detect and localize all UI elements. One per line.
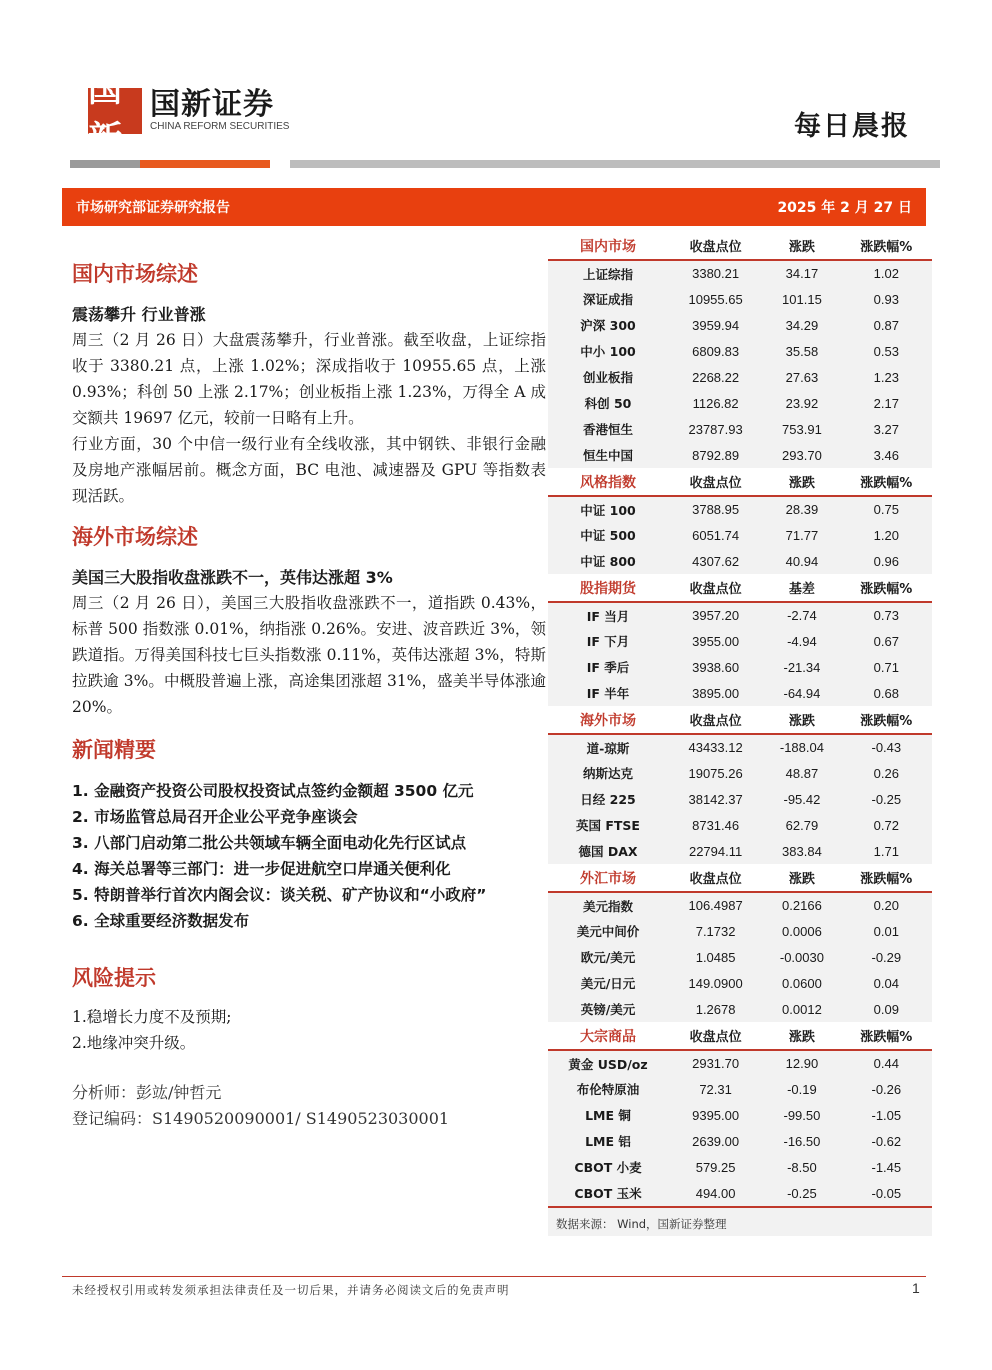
table-cell: 62.79: [785, 817, 819, 833]
table-row: [548, 364, 932, 390]
table-row-label: 美元/日元: [580, 976, 636, 991]
table-cell: 149.0900: [688, 975, 743, 991]
table-cell: 0.2166: [782, 898, 822, 913]
table-cell: 0.87: [873, 317, 899, 333]
domestic-paragraph-2: 行业方面，30 个中信一级行业有全线收涨，其中钢铁、非银行金融及房地产涨幅居前。概念方面，BC 电池、减速器及 GPU 等指数表现活跃。: [72, 435, 546, 505]
table-row: [548, 1076, 932, 1102]
news-item: 3. 八部门启动第二批公共领域车辆全面电动化先行区试点: [72, 834, 467, 852]
table-cell: 0.71: [873, 659, 899, 675]
table-section-header: [548, 1022, 932, 1050]
table-row-label: IF 半年: [586, 686, 630, 701]
table-row-label: 创业板指: [582, 370, 633, 385]
table-row-label: 上证综指: [582, 266, 633, 282]
table-category-label: 海外市场: [548, 706, 668, 734]
table-cell: 34.17: [785, 266, 819, 281]
table-category-label: 国内市场: [548, 232, 668, 260]
table-row-label: 科创 50: [584, 396, 632, 411]
table-row: [548, 760, 932, 786]
table-category-label: 股指期货: [548, 574, 668, 602]
table-cell: 0.20: [873, 898, 899, 913]
table-row: [548, 442, 932, 468]
table-cell: 3.46: [873, 447, 899, 463]
table-cell: -8.50: [787, 1159, 817, 1175]
table-cell: 0.26: [873, 765, 899, 781]
table-cell: 8731.46: [692, 817, 740, 833]
table-row: [548, 838, 932, 864]
table-cell: -0.62: [871, 1133, 902, 1149]
table-row: [548, 786, 932, 812]
table-column-header: 收盘点位: [668, 468, 763, 496]
table-cell: -1.45: [871, 1159, 902, 1175]
news-item: 4. 海关总署等三部门：进一步促进航空口岸通关便利化: [72, 860, 451, 878]
table-row: [548, 602, 932, 628]
table-cell: 3895.00: [692, 685, 740, 701]
table-row-label: 美元中间价: [576, 924, 640, 939]
table-row: [548, 734, 932, 760]
table-cell: 2.17: [873, 395, 899, 411]
table-row: [548, 812, 932, 838]
table-cell: 72.31: [699, 1081, 732, 1097]
table-cell: 3.27: [873, 421, 899, 437]
table-cell: 0.75: [873, 502, 899, 517]
table-row-label: 香港恒生: [582, 422, 633, 437]
table-row: [548, 680, 932, 706]
table-cell: -0.0030: [779, 949, 824, 965]
table-cell: 19075.26: [688, 765, 743, 781]
table-cell: 383.84: [782, 843, 822, 859]
news-item: 1. 金融资产投资公司股权投资试点签约金额超 3500 亿元: [72, 782, 474, 800]
table-row-label: LME 铝: [585, 1134, 631, 1149]
market-table: [548, 232, 932, 1206]
page-number: 1: [912, 1280, 920, 1296]
table-cell: 34.29: [785, 317, 819, 333]
table-row: [548, 260, 932, 286]
table-cell: -16.50: [783, 1133, 821, 1149]
table-column-header: 收盘点位: [668, 574, 763, 602]
table-cell: 0.0012: [782, 1001, 822, 1017]
table-cell: 3955.00: [692, 633, 740, 649]
table-row: [548, 1154, 932, 1180]
overseas-subtitle: 美国三大股指收盘涨跌不一，英伟达涨超 3%: [72, 568, 393, 587]
table-column-header: 涨跌幅%: [841, 1022, 932, 1050]
table-cell: -2.74: [787, 608, 817, 623]
table-cell: 12.90: [785, 1056, 819, 1071]
table-row-label: 道-琼斯: [586, 740, 630, 756]
table-section-header: [548, 864, 932, 892]
table-cell: 1.20: [873, 527, 899, 543]
table-cell: 0.68: [873, 685, 899, 701]
table-row: [548, 338, 932, 364]
table-cell: 1.23: [873, 369, 899, 385]
table-cell: -0.43: [871, 740, 902, 755]
table-cell: 71.77: [785, 527, 819, 543]
table-cell: 0.0600: [782, 975, 822, 991]
table-row: [548, 312, 932, 338]
table-row-label: IF 下月: [586, 634, 630, 649]
logo-english-name: CHINA REFORM SECURITIES: [150, 121, 290, 132]
overseas-paragraph-1: 周三（2 月 26 日），美国三大股指收盘涨跌不一，道指跌 0.43%，标普 500 指数涨 0.01%，纳指涨 0.26%。安进、波音跌近 3%，领跌道指。万得美国科技七巨头指数涨 0.11%，英伟达涨超 3%，特斯拉跌逾 3%。中概股普遍上涨，高途集团涨超 31%，盛美半导体涨逾 20%。: [72, 594, 546, 716]
news-item: 5. 特朗普举行首次内阁会议：谈关税、矿产协议和“小政府”: [72, 886, 487, 904]
table-cell: -21.34: [783, 659, 821, 675]
logo-mark: 国新: [88, 88, 142, 134]
table-cell: 3959.94: [692, 317, 740, 333]
risk-section-title: 风险提示: [72, 965, 156, 990]
table-cell: 2639.00: [692, 1133, 740, 1149]
table-cell: 0.04: [873, 975, 899, 991]
table-row-label: 日经 225: [580, 792, 636, 807]
table-row: [548, 892, 932, 918]
table-section-header: [548, 574, 932, 602]
table-section-header: [548, 232, 932, 260]
analyst-names: 分析师：彭竑/钟哲元: [72, 1083, 222, 1102]
header-divider-bar: [290, 160, 940, 168]
logo-text: [150, 89, 289, 133]
table-cell: -64.94: [783, 685, 821, 701]
footer-divider: [62, 1276, 926, 1277]
table-cell: 3788.95: [692, 502, 740, 517]
table-column-header: 涨跌幅%: [841, 706, 932, 734]
table-row-label: IF 季后: [586, 660, 630, 675]
analyst-registration: 登记编码：S1490520090001/ S1490523030001: [72, 1109, 450, 1128]
table-cell: 2931.70: [692, 1056, 740, 1071]
table-row: [548, 496, 932, 522]
table-row: [548, 918, 932, 944]
table-cell: 3380.21: [692, 266, 740, 281]
table-cell: 28.39: [785, 502, 819, 517]
table-row: [548, 970, 932, 996]
table-column-header: 收盘点位: [668, 232, 763, 260]
table-cell: -4.94: [787, 633, 817, 649]
table-row: [548, 996, 932, 1022]
table-cell: -0.25: [787, 1185, 817, 1201]
table-cell: 0.53: [873, 343, 899, 359]
table-cell: 3957.20: [692, 608, 740, 623]
logo-chinese-name: 国新证券: [150, 87, 274, 122]
table-column-header: 收盘点位: [668, 864, 763, 892]
market-data-tables: [548, 232, 932, 1236]
table-column-header: 涨跌: [763, 706, 840, 734]
table-cell: 0.44: [873, 1056, 899, 1071]
table-row: [548, 548, 932, 574]
table-cell: -1.05: [871, 1107, 902, 1123]
table-cell: 0.09: [873, 1001, 899, 1017]
table-column-header: 涨跌: [763, 864, 840, 892]
table-cell: 753.91: [782, 421, 822, 437]
table-row-label: 深证成指: [582, 292, 633, 307]
table-row-label: 沪深 300: [580, 318, 636, 333]
table-row-label: 欧元/美元: [580, 950, 636, 965]
table-cell: 4307.62: [692, 553, 740, 569]
table-cell: -0.05: [871, 1185, 902, 1201]
table-cell: 1.0485: [695, 949, 736, 965]
table-cell: -99.50: [783, 1107, 821, 1123]
table-cell: 0.93: [873, 291, 899, 307]
table-cell: 0.67: [873, 633, 899, 649]
report-banner: [62, 188, 926, 226]
table-row: [548, 1180, 932, 1206]
table-row-label: 美元指数: [582, 898, 633, 914]
table-row-label: 恒生中国: [582, 448, 633, 463]
table-cell: -0.25: [871, 791, 902, 807]
table-cell: 0.01: [873, 923, 899, 939]
table-row: [548, 1128, 932, 1154]
table-row: [548, 654, 932, 680]
banner-department: 市场研究部证券研究报告: [76, 200, 230, 216]
table-cell: 6809.83: [692, 343, 740, 359]
table-row-label: 中证 500: [580, 528, 636, 543]
table-cell: 22794.11: [688, 843, 743, 859]
table-row-label: 纳斯达克: [582, 766, 633, 781]
risk-list: [72, 1004, 546, 1056]
table-cell: -95.42: [783, 791, 821, 807]
table-cell: 27.63: [785, 369, 819, 385]
domestic-paragraph-1: 周三（2 月 26 日）大盘震荡攀升，行业普涨。截至收盘，上证综指收于 3380.21 点，上涨 1.02%；深成指收于 10955.65 点，上涨 0.93%；科创 50 上涨 2.17%；创业板指上涨 1.23%，万得全 A 成交额共 19697 亿元，较前一日略有上升。: [72, 331, 546, 427]
table-column-header: 涨跌: [763, 468, 840, 496]
table-cell: 6051.74: [692, 527, 740, 543]
table-column-header: 收盘点位: [668, 706, 763, 734]
table-cell: 23787.93: [688, 421, 743, 437]
table-cell: 43433.12: [688, 740, 743, 755]
domestic-subtitle: 震荡攀升 行业普涨: [72, 305, 206, 324]
table-column-header: 涨跌幅%: [841, 574, 932, 602]
table-cell: 38142.37: [688, 791, 743, 807]
table-row-label: 英国 FTSE: [576, 818, 640, 833]
company-logo: [88, 70, 290, 159]
table-cell: 0.73: [873, 608, 899, 623]
table-column-header: 涨跌幅%: [841, 232, 932, 260]
table-cell: 40.94: [785, 553, 819, 569]
table-row: [548, 1102, 932, 1128]
main-text-column: [72, 252, 546, 1132]
table-cell: 7.1732: [695, 923, 736, 939]
table-cell: -188.04: [779, 740, 824, 755]
table-row-label: 布伦特原油: [576, 1082, 640, 1097]
table-cell: 101.15: [782, 291, 822, 307]
table-cell: -0.19: [787, 1081, 817, 1097]
table-cell: 106.4987: [688, 898, 743, 913]
news-item: 6. 全球重要经济数据发布: [72, 912, 250, 930]
table-row: [548, 628, 932, 654]
table-column-header: 涨跌幅%: [841, 864, 932, 892]
table-cell: 0.96: [873, 553, 899, 569]
table-column-header: 涨跌: [763, 232, 840, 260]
banner-date: 2025 年 2 月 27 日: [777, 200, 912, 216]
table-row: [548, 1050, 932, 1076]
table-row-label: IF 当月: [586, 608, 630, 624]
table-row-label: LME 铜: [585, 1108, 631, 1123]
table-row: [548, 944, 932, 970]
news-section-title: 新闻精要: [72, 737, 156, 762]
risk-item: 2.地缘冲突升级。: [72, 1034, 196, 1052]
table-column-header: 涨跌幅%: [841, 468, 932, 496]
table-column-header: 收盘点位: [668, 1022, 763, 1050]
report-type-title: 每日晨报: [794, 111, 910, 142]
table-row-label: 德国 DAX: [578, 844, 638, 859]
table-category-label: 大宗商品: [548, 1022, 668, 1050]
table-cell: 579.25: [695, 1159, 736, 1175]
table-column-header: 基差: [763, 574, 840, 602]
risk-item: 1.稳增长力度不及预期;: [72, 1008, 232, 1026]
analyst-block: [72, 1080, 546, 1132]
table-category-label: 风格指数: [548, 468, 668, 496]
footer-disclaimer: 未经授权引用或转发须承担法律责任及一切后果，并请务必阅读文后的免责声明: [72, 1283, 510, 1297]
table-row: [548, 522, 932, 548]
table-cell: 10955.65: [688, 291, 743, 307]
table-row: [548, 416, 932, 442]
table-row-label: CBOT 小麦: [574, 1160, 642, 1175]
table-cell: 48.87: [785, 765, 819, 781]
table-cell: 9395.00: [692, 1107, 740, 1123]
news-list: [72, 778, 546, 934]
table-row-label: 中证 100: [580, 502, 636, 518]
table-cell: 8792.89: [692, 447, 740, 463]
table-row-label: CBOT 玉米: [574, 1186, 642, 1201]
table-row: [548, 286, 932, 312]
table-cell: 1.71: [873, 843, 899, 859]
table-cell: 23.92: [785, 395, 819, 411]
table-cell: 1.2678: [695, 1001, 736, 1017]
table-row-label: 中证 800: [580, 554, 636, 569]
domestic-section-title: 国内市场综述: [72, 261, 198, 286]
table-row: [548, 390, 932, 416]
table-cell: 35.58: [785, 343, 819, 359]
data-source-note: 数据来源： Wind，国新证券整理: [548, 1206, 932, 1236]
header-accent-bar-grey: [70, 160, 140, 168]
table-cell: -0.26: [871, 1081, 902, 1097]
table-section-header: [548, 468, 932, 496]
table-cell: 293.70: [782, 447, 822, 463]
table-row-label: 英镑/美元: [580, 1002, 636, 1017]
table-row-label: 中小 100: [580, 344, 636, 359]
overseas-section-title: 海外市场综述: [72, 524, 198, 549]
table-section-header: [548, 706, 932, 734]
table-cell: 3938.60: [692, 659, 740, 675]
table-cell: 1.02: [873, 266, 899, 281]
table-cell: 0.72: [873, 817, 899, 833]
table-category-label: 外汇市场: [548, 864, 668, 892]
table-cell: 1126.82: [692, 395, 739, 411]
table-cell: 494.00: [695, 1185, 736, 1201]
table-cell: 2268.22: [692, 369, 740, 385]
news-item: 2. 市场监管总局召开企业公平竞争座谈会: [72, 808, 358, 826]
table-column-header: 涨跌: [763, 1022, 840, 1050]
table-cell: -0.29: [871, 949, 902, 965]
table-row-label: 黄金 USD/oz: [568, 1056, 648, 1072]
table-cell: 0.0006: [782, 923, 822, 939]
